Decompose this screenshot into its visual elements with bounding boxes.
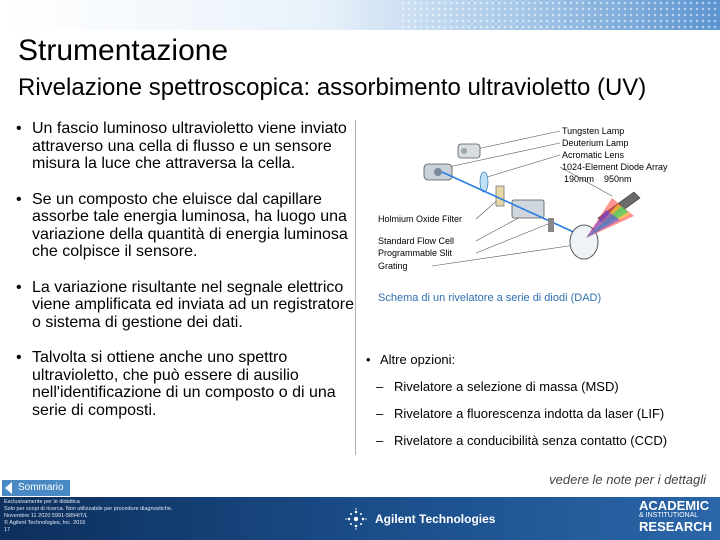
diagram-caption: Schema di un rivelatore a serie di diodi (DAD) — [378, 292, 602, 304]
footer-line: 17 — [4, 527, 11, 533]
footer-line: Solo per scopi di ricerca. Non utilizzabile per procedure diagnostiche. — [4, 506, 173, 512]
left-bullet-text: Talvolta si ottiene anche uno spettro ultravioletto, che può essere di ausilio nell'identificazione di un composto o di una serie di composti. — [32, 349, 336, 419]
left-bullet-text: La variazione risultante nel segnale elettrico viene amplificata ed inviata ad un registratore o sistema di gestione dei dati. — [32, 278, 354, 331]
academic-line-1: ACADEMIC — [639, 498, 710, 513]
sommario-button[interactable] — [2, 480, 70, 496]
academic-line-2: & INSTITUTIONAL — [639, 512, 699, 519]
deuterium-lamp-icon — [424, 164, 452, 180]
options-header: Altre opzioni: — [380, 352, 456, 367]
back-arrow-icon — [5, 482, 12, 494]
left-bullet-text: Un fascio luminoso ultravioletto viene inviato attraverso una cella di flusso e un sensore misura la luce che attraversa la cella. — [32, 120, 347, 172]
header-band — [0, 0, 720, 30]
option-item: – Rivelatore a conducibilità senza contatto (CCD) — [376, 433, 668, 448]
label-holmium-filter: Holmium Oxide Filter — [378, 214, 463, 224]
label-diode-array: 1024-Element Diode Array — [562, 162, 668, 172]
left-bullet-list — [14, 120, 354, 437]
agilent-spark-icon — [345, 508, 367, 530]
option-text: Rivelatore a conducibilità senza contatto (CCD) — [394, 433, 668, 448]
footer-line: Esclusivamente per le didattica — [4, 499, 80, 505]
dad-diagram — [372, 126, 712, 286]
left-bullet-text: Se un composto che eluisce dal capillare assorbe tale energia luminosa, ha luogo una variazione della quantità di energia luminosa che colpisce il sensore. — [32, 190, 348, 260]
options-header-item: • Altre opzioni: — [366, 352, 456, 367]
footer-legal — [4, 499, 224, 534]
tungsten-lamp-icon — [458, 144, 480, 158]
option-item: – Rivelatore a fluorescenza indotta da laser (LIF) — [376, 406, 665, 421]
agilent-logo — [345, 508, 495, 530]
label-acromatic-lens: Acromatic Lens — [562, 150, 625, 160]
academic-line-3: RESEARCH — [639, 519, 712, 534]
footer-line: © Agilent Technologies, Inc. 2016 — [4, 520, 86, 526]
light-beam — [442, 172, 578, 234]
left-bullet-item: • Un fascio luminoso ultravioletto viene inviato attraverso una cella di flusso e un sensore misura la luce che attraversa la cella. — [16, 120, 347, 172]
label-tungsten-lamp: Tungsten Lamp — [562, 126, 625, 136]
column-divider — [355, 120, 356, 455]
left-bullet-item: • Talvolta si ottiene anche uno spettro ultravioletto, che può essere di ausilio nell'identificazione di un composto o di una serie di composti. — [16, 349, 336, 419]
slide-subtitle: Rivelazione spettroscopica: assorbimento ultravioletto (UV) — [18, 74, 647, 101]
left-bullet-item: • Se un composto che eluisce dal capillare assorbe tale energia luminosa, ha luogo una variazione della quantità di energia luminosa che colpisce il sensore. — [16, 190, 348, 260]
header-dot-pattern — [400, 0, 720, 30]
label-wavelength-1: 190mm — [564, 174, 595, 184]
sommario-label: Sommario — [18, 482, 64, 493]
slit-icon — [548, 218, 554, 232]
slide-title: Strumentazione — [18, 34, 229, 67]
agilent-brand-text: Agilent Technologies — [375, 512, 496, 526]
label-flow-cell: Standard Flow Cell — [378, 236, 455, 246]
footer-line: Novembre 11 2020 5991-5894IT/L — [4, 513, 88, 519]
flow-cell-icon — [512, 200, 544, 218]
label-wavelength-2: 950nm — [604, 174, 632, 184]
option-text: Rivelatore a fluorescenza indotta da laser (LIF) — [394, 406, 665, 421]
label-programmable-slit: Programmable Slit — [378, 248, 453, 258]
academic-research-logo — [639, 499, 712, 533]
notes-link[interactable]: vedere le note per i dettagli — [549, 472, 706, 487]
option-text: Rivelatore a selezione di massa (MSD) — [394, 379, 619, 394]
filter-icon — [496, 186, 504, 206]
option-item: – Rivelatore a selezione di massa (MSD) — [376, 379, 619, 394]
options-list — [366, 352, 706, 460]
left-bullet-item: • La variazione risultante nel segnale elettrico viene amplificata ed inviata ad un registratore o sistema di gestione dei dati. — [16, 278, 354, 331]
label-grating: Grating — [378, 261, 408, 271]
label-deuterium-lamp: Deuterium Lamp — [562, 138, 629, 148]
